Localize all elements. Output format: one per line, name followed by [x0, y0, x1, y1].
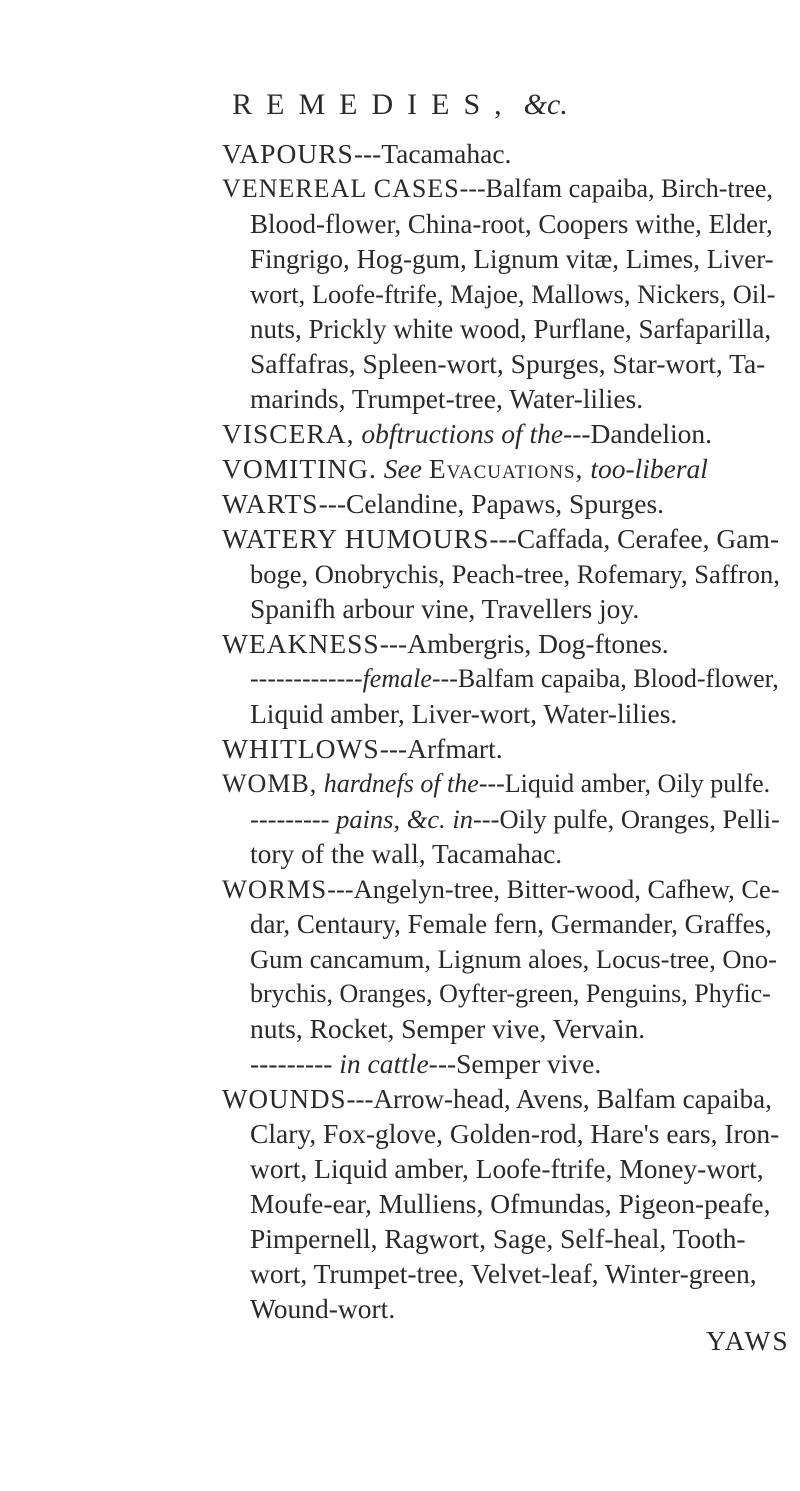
entry-continuation: boge, Onobrychis, Peach-tree, Rofemary, Saffron,: [250, 559, 780, 589]
entry-worms-cattle: [250, 1048, 601, 1080]
entry-warts: [222, 488, 664, 520]
entry-continuation: Blood-flower, China-root, Coopers withe, Elder,: [250, 209, 773, 239]
entry-womb-pains: [250, 803, 780, 835]
entry-continuation: Pimpernell, Ragwort, Sage, Self-heal, Tooth-: [250, 1223, 746, 1254]
entry-continuation: marinds, Trumpet-tree, Water-lilies.: [250, 383, 644, 414]
entry-weakness: [222, 628, 669, 660]
entry-head: WHITLOWS: [222, 733, 380, 764]
entry-subhead: hardnefs of the: [323, 769, 479, 798]
entry-viscera: [222, 418, 712, 450]
see-label: See: [383, 453, 422, 484]
entry-subhead: too-liberal: [590, 453, 708, 484]
entry-text: ---Balfam capaiba, Birch-tree,: [459, 174, 773, 203]
entry-vomiting: [222, 453, 708, 485]
entry-text: ---Arfmart.: [379, 733, 503, 764]
entry-womb: [222, 768, 770, 800]
ditto-dash: ---------: [250, 804, 330, 834]
entry-text: ---Celandine, Papaws, Spurges.: [318, 488, 665, 519]
entry-continuation: dar, Centaury, Female fern, Germander, Graffes,: [250, 909, 772, 939]
entry-head: WEAKNESS: [222, 628, 380, 659]
entry-continuation: wort, Loofe-ftrife, Majoe, Mallows, Nickers, Oil-: [250, 279, 776, 309]
entry-continuation: tory of the wall, Tacamahac.: [250, 838, 563, 869]
entry-text: ---Angelyn-tree, Bitter-wood, Cafhew, Ce-: [327, 874, 780, 904]
entry-text: ---Oily pulfe, Oranges, Pelli-: [472, 804, 780, 834]
entry-head: VOMITING.: [222, 453, 377, 484]
entry-head: WARTS: [222, 488, 319, 519]
entry-continuation: Moufe-ear, Mulliens, Ofmundas, Pigeon-peafe,: [250, 1188, 771, 1219]
running-head-etc: &c.: [523, 88, 568, 121]
entry-text: ---Arrow-head, Avens, Balfam capaiba,: [346, 1084, 772, 1114]
entry-subhead: obftructions of the: [361, 418, 564, 449]
entry-continuation: Gum cancamum, Lignum aloes, Locus-tree, Ono-: [250, 944, 777, 974]
running-head-title: REMEDIES,: [232, 88, 516, 121]
entry-vapours: [222, 138, 511, 170]
entry-continuation: wort, Trumpet-tree, Velvet-leaf, Winter-green,: [250, 1258, 757, 1289]
entry-head: WORMS: [222, 874, 328, 904]
entry-continuation: Fingrigo, Hog-gum, Lignum vitæ, Limes, Liver-: [250, 244, 774, 274]
entry-head: WATERY HUMOURS: [222, 523, 490, 554]
entry-continuation: Saffafras, Spleen-wort, Spurges, Star-wort, Ta-: [250, 348, 766, 379]
entry-text: ---Liquid amber, Oily pulfe.: [478, 769, 771, 798]
entry-wounds: [222, 1083, 772, 1115]
entry-continuation: nuts, Rocket, Semper vive, Vervain.: [250, 1013, 646, 1044]
entry-continuation: brychis, Oranges, Oyfter-green, Penguins, Phyfic-: [250, 979, 771, 1008]
entry-head: VISCERA,: [222, 418, 355, 449]
entry-watery-humours: [222, 523, 779, 555]
entry-text: ---Semper vive.: [428, 1048, 602, 1079]
entry-text: ---Balfam capaiba, Blood-flower,: [431, 664, 779, 693]
ditto-dash: ---------: [250, 1048, 333, 1079]
entry-continuation: Clary, Fox-glove, Golden-rod, Hare's ears, Iron-: [250, 1118, 780, 1149]
entry-text: ---Caffada, Cerafee, Gam-: [489, 523, 779, 554]
entry-continuation: Spanifh arbour vine, Travellers joy.: [250, 593, 640, 624]
ditto-dash: -------------: [250, 664, 363, 693]
entry-continuation: Liquid amber, Liver-wort, Water-lilies.: [250, 698, 678, 729]
entry-continuation: wort, Liquid amber, Loofe-ftrife, Money-wort,: [250, 1153, 764, 1184]
entry-venereal-cases: [222, 173, 773, 205]
entry-continuation: nuts, Prickly white wood, Purflane, Sarfaparilla,: [250, 314, 772, 344]
running-head: [0, 88, 800, 122]
entry-head: WOUNDS: [222, 1084, 347, 1114]
cross-reference: Evacuations,: [428, 453, 584, 484]
entry-text: ---Ambergris, Dog-ftones.: [379, 628, 669, 659]
entry-subhead: female: [362, 664, 432, 693]
entry-whitlows: [222, 733, 503, 765]
entry-subhead: pains, &c. in: [336, 804, 473, 834]
entry-continuation: Wound-wort.: [250, 1293, 396, 1324]
entry-worms: [222, 873, 780, 905]
entry-subhead: in cattle: [339, 1048, 429, 1079]
catchword: YAWS: [706, 1325, 790, 1356]
entry-weakness-female: [250, 663, 779, 695]
entry-text: ---Dandelion.: [563, 418, 712, 449]
entry-text: ---Tacamahac.: [353, 138, 512, 169]
entry-head: VAPOURS: [222, 138, 354, 169]
entry-head: VENEREAL CASES: [222, 174, 460, 203]
entry-head: WOMB,: [222, 769, 318, 798]
